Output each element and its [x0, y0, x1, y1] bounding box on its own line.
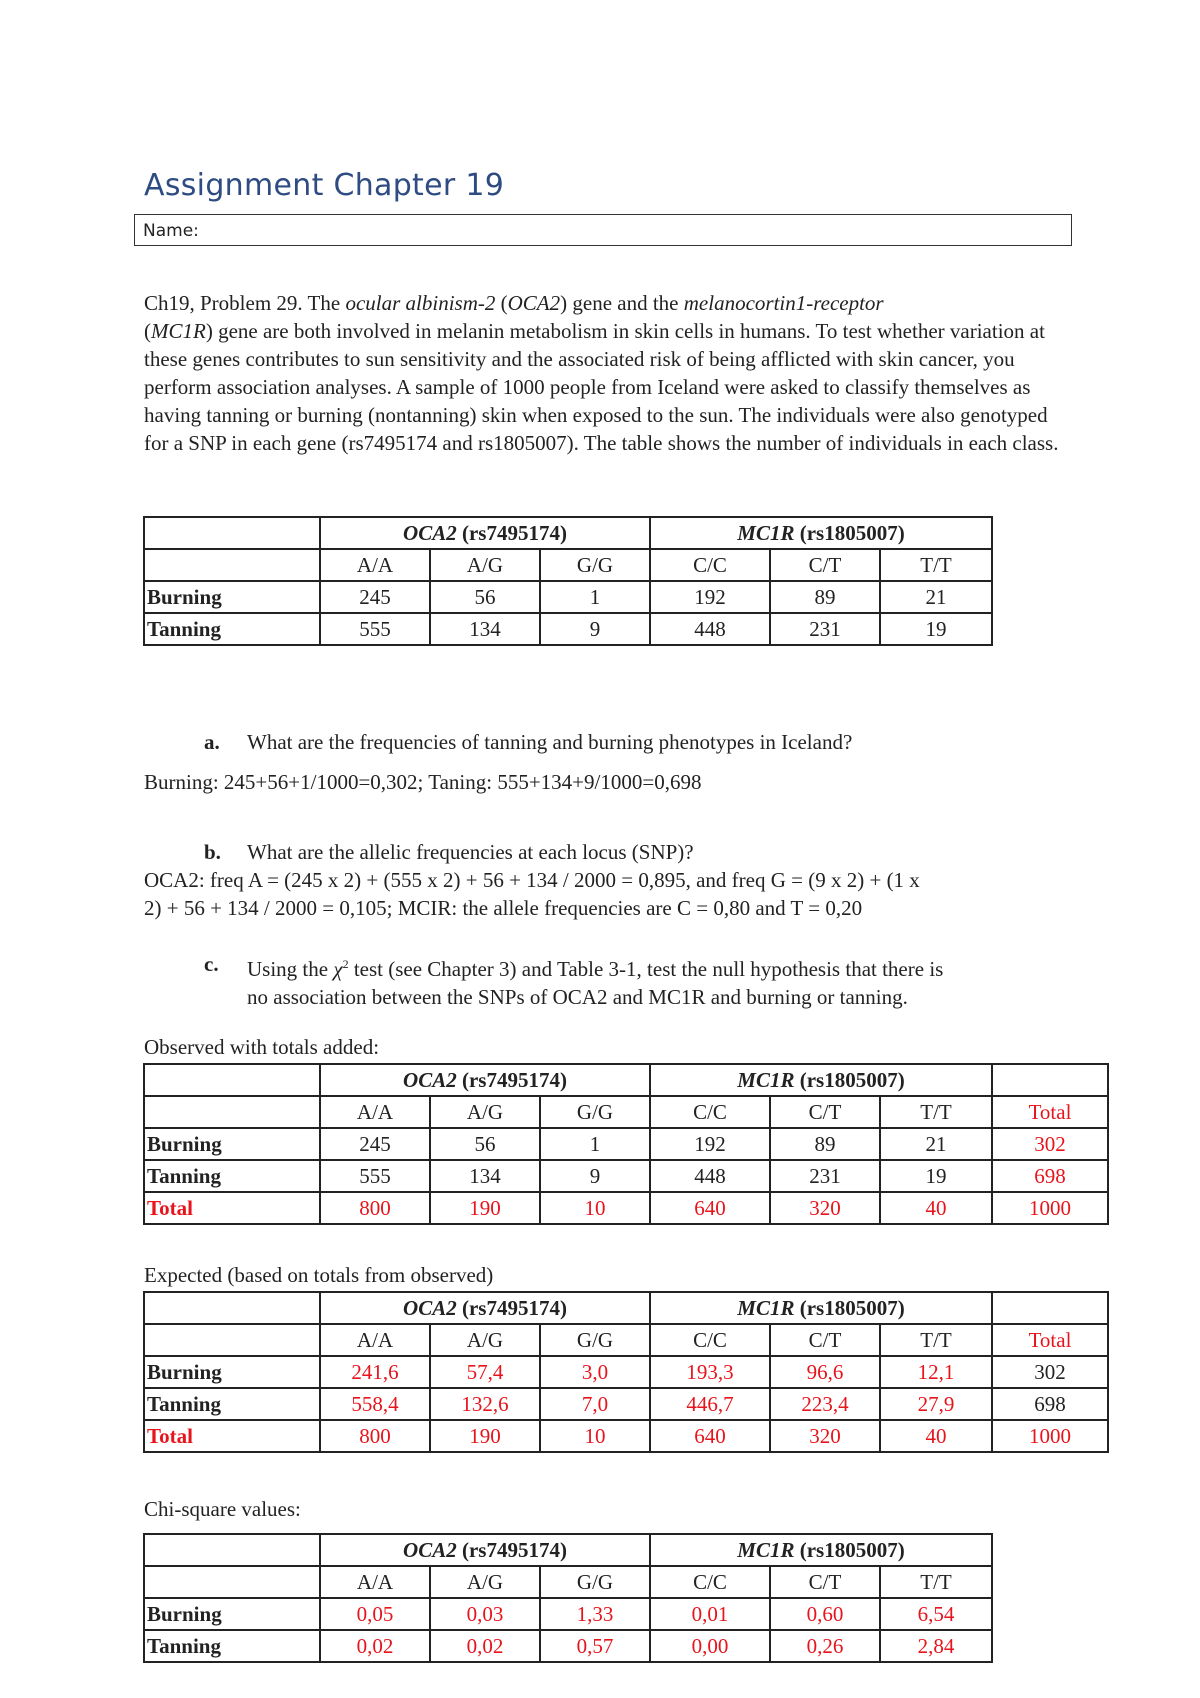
table-cell: A/A: [320, 549, 430, 581]
table-cell: A/A: [320, 1096, 430, 1128]
table-cell: 89: [770, 581, 880, 613]
table-cell: 190: [430, 1192, 540, 1224]
table-row: [144, 1192, 1108, 1224]
table-cell: C/C: [650, 549, 770, 581]
chisq-table: [143, 1533, 993, 1663]
table-cell: T/T: [880, 1324, 992, 1356]
table-cell: 446,7: [650, 1388, 770, 1420]
table-cell: 223,4: [770, 1388, 880, 1420]
table-cell: 1,33: [540, 1598, 650, 1630]
table-cell: 7,0: [540, 1388, 650, 1420]
table-cell: 302: [992, 1356, 1108, 1388]
table-cell: 56: [430, 1128, 540, 1160]
table-cell: 0,02: [430, 1630, 540, 1662]
problem-statement: Ch19, Problem 29. The ocular albinism-2 (OCA2) gene and the melanocortin1-receptor (MC1R) gene are both involved in melanin metabolism in skin cells in humans. To test whether variation at these genes contributes to sun sensitivity and the associated risk of being afflicted with skin cancer, you perform association analyses. A sample of 1000 people from Iceland were asked to classify themselves as having tanning or burning (nontanning) skin when exposed to the sun. The individuals were also genotyped for a SNP in each gene (rs7495174 and rs1805007). The table shows the number of individuals in each class.: [144, 291, 1059, 455]
table-cell: OCA2 (rs7495174): [320, 1064, 650, 1096]
table-cell: [144, 1096, 320, 1128]
table-cell: G/G: [540, 549, 650, 581]
table-cell: 0,03: [430, 1598, 540, 1630]
table-cell: C/C: [650, 1096, 770, 1128]
table-row: [144, 1388, 1108, 1420]
table-cell: Total: [144, 1192, 320, 1224]
table-cell: 800: [320, 1192, 430, 1224]
table-cell: [144, 549, 320, 581]
data-table: [143, 516, 993, 646]
question-a: a. What are the frequencies of tanning and burning phenotypes in Iceland?: [204, 730, 853, 754]
table-cell: 134: [430, 1160, 540, 1192]
table-cell: 10: [540, 1420, 650, 1452]
table-cell: 21: [880, 581, 992, 613]
table-cell: Tanning: [144, 1630, 320, 1662]
table-cell: A/G: [430, 1096, 540, 1128]
table-cell: 1: [540, 1128, 650, 1160]
name-field[interactable]: [134, 214, 1072, 246]
table-cell: A/G: [430, 1324, 540, 1356]
table-cell: 0,00: [650, 1630, 770, 1662]
table-cell: [144, 1534, 320, 1566]
table-cell: 698: [992, 1160, 1108, 1192]
answer-a: Burning: 245+56+1/1000=0,302; Taning: 555+134+9/1000=0,698: [144, 770, 702, 794]
table-cell: 9: [540, 1160, 650, 1192]
table-cell: 1000: [992, 1192, 1108, 1224]
table-cell: 9: [540, 613, 650, 645]
table-cell: OCA2 (rs7495174): [320, 1292, 650, 1324]
table-cell: 555: [320, 1160, 430, 1192]
table-cell: 231: [770, 1160, 880, 1192]
table-cell: A/A: [320, 1324, 430, 1356]
table-cell: 10: [540, 1192, 650, 1224]
table-cell: 320: [770, 1420, 880, 1452]
table-cell: OCA2 (rs7495174): [320, 517, 650, 549]
answer-b: OCA2: freq A = (245 x 2) + (555 x 2) + 56 + 134 / 2000 = 0,895, and freq G = (9 x 2) + (1 x 2) + 56 + 134 / 2000 = 0,105; MCIR: the allele frequencies are C = 0,80 and T = 0,20: [144, 868, 920, 920]
table-row: [144, 581, 992, 613]
table-cell: 555: [320, 613, 430, 645]
table-cell: 0,60: [770, 1598, 880, 1630]
table-cell: 800: [320, 1420, 430, 1452]
table-cell: 698: [992, 1388, 1108, 1420]
question-b: b. What are the allelic frequencies at each locus (SNP)?: [204, 840, 694, 864]
table-cell: Tanning: [144, 613, 320, 645]
table-cell: Total: [992, 1096, 1108, 1128]
chisq-caption: Chi-square values:: [144, 1497, 301, 1521]
table-cell: 245: [320, 1128, 430, 1160]
table-cell: 2,84: [880, 1630, 992, 1662]
table-cell: 192: [650, 581, 770, 613]
table-cell: 448: [650, 1160, 770, 1192]
observed-caption: Observed with totals added:: [144, 1035, 380, 1059]
table-cell: 302: [992, 1128, 1108, 1160]
table-cell: 12,1: [880, 1356, 992, 1388]
page-title: Assignment Chapter 19: [144, 168, 505, 203]
table-row: [144, 1356, 1108, 1388]
table-cell: C/T: [770, 1096, 880, 1128]
table-cell: G/G: [540, 1096, 650, 1128]
table-cell: 19: [880, 613, 992, 645]
table-cell: 640: [650, 1420, 770, 1452]
table-cell: 132,6: [430, 1388, 540, 1420]
table-cell: C/C: [650, 1566, 770, 1598]
table-row: [144, 1420, 1108, 1452]
table-cell: 21: [880, 1128, 992, 1160]
table-cell: Tanning: [144, 1388, 320, 1420]
table-cell: [144, 1566, 320, 1598]
table-cell: A/A: [320, 1566, 430, 1598]
table-cell: 241,6: [320, 1356, 430, 1388]
table-cell: 96,6: [770, 1356, 880, 1388]
table-cell: 40: [880, 1420, 992, 1452]
table-cell: [144, 1292, 320, 1324]
table-cell: T/T: [880, 1096, 992, 1128]
table-cell: MC1R (rs1805007): [650, 1064, 992, 1096]
table-cell: Burning: [144, 1356, 320, 1388]
table-cell: T/T: [880, 1566, 992, 1598]
table-cell: [144, 1324, 320, 1356]
table-cell: 134: [430, 613, 540, 645]
table-cell: 19: [880, 1160, 992, 1192]
table-row: [144, 1598, 992, 1630]
table-cell: 1000: [992, 1420, 1108, 1452]
table-cell: C/T: [770, 1324, 880, 1356]
table-cell: 57,4: [430, 1356, 540, 1388]
table-cell: [144, 517, 320, 549]
table-cell: MC1R (rs1805007): [650, 1292, 992, 1324]
table-cell: MC1R (rs1805007): [650, 1534, 992, 1566]
table-cell: 640: [650, 1192, 770, 1224]
table-cell: G/G: [540, 1566, 650, 1598]
table-cell: Tanning: [144, 1160, 320, 1192]
table-cell: 190: [430, 1420, 540, 1452]
table-cell: 320: [770, 1192, 880, 1224]
table-cell: Total: [992, 1324, 1108, 1356]
table-cell: C/T: [770, 549, 880, 581]
table-cell: 1: [540, 581, 650, 613]
table-cell: 0,57: [540, 1630, 650, 1662]
table-cell: 0,02: [320, 1630, 430, 1662]
table-cell: 0,01: [650, 1598, 770, 1630]
observed-table: [143, 1063, 1109, 1225]
table-cell: [144, 1064, 320, 1096]
table-cell: Burning: [144, 1128, 320, 1160]
table-cell: Burning: [144, 1598, 320, 1630]
expected-caption: Expected (based on totals from observed): [144, 1263, 494, 1287]
table-cell: 245: [320, 581, 430, 613]
table-cell: Total: [144, 1420, 320, 1452]
table-cell: C/T: [770, 1566, 880, 1598]
table-row: [144, 1160, 1108, 1192]
question-c: c. Using the $\chi^2$ test (see Chapter 3) and Table 3-1, test the null hypothesis that there is no association between the SNPs of OCA2 and MC1R and burning or tanning.: [204, 952, 944, 1009]
table-cell: G/G: [540, 1324, 650, 1356]
table-cell: A/G: [430, 1566, 540, 1598]
table-cell: 448: [650, 613, 770, 645]
table-row: [144, 613, 992, 645]
table-cell: 192: [650, 1128, 770, 1160]
table-row: [144, 1128, 1108, 1160]
table-cell: A/G: [430, 549, 540, 581]
table-cell: 3,0: [540, 1356, 650, 1388]
table-cell: 27,9: [880, 1388, 992, 1420]
table-cell: 89: [770, 1128, 880, 1160]
table-cell: C/C: [650, 1324, 770, 1356]
table-cell: [992, 1292, 1108, 1324]
table-cell: 40: [880, 1192, 992, 1224]
table-cell: 0,05: [320, 1598, 430, 1630]
table-cell: OCA2 (rs7495174): [320, 1534, 650, 1566]
table-cell: T/T: [880, 549, 992, 581]
table-cell: 231: [770, 613, 880, 645]
name-label: Name:: [143, 221, 199, 241]
table-cell: Burning: [144, 581, 320, 613]
table-cell: 56: [430, 581, 540, 613]
table-row: [144, 1630, 992, 1662]
table-cell: [992, 1064, 1108, 1096]
table-cell: 0,26: [770, 1630, 880, 1662]
table-cell: 193,3: [650, 1356, 770, 1388]
table-cell: 6,54: [880, 1598, 992, 1630]
table-cell: MC1R (rs1805007): [650, 517, 992, 549]
expected-table: [143, 1291, 1109, 1453]
table-cell: 558,4: [320, 1388, 430, 1420]
